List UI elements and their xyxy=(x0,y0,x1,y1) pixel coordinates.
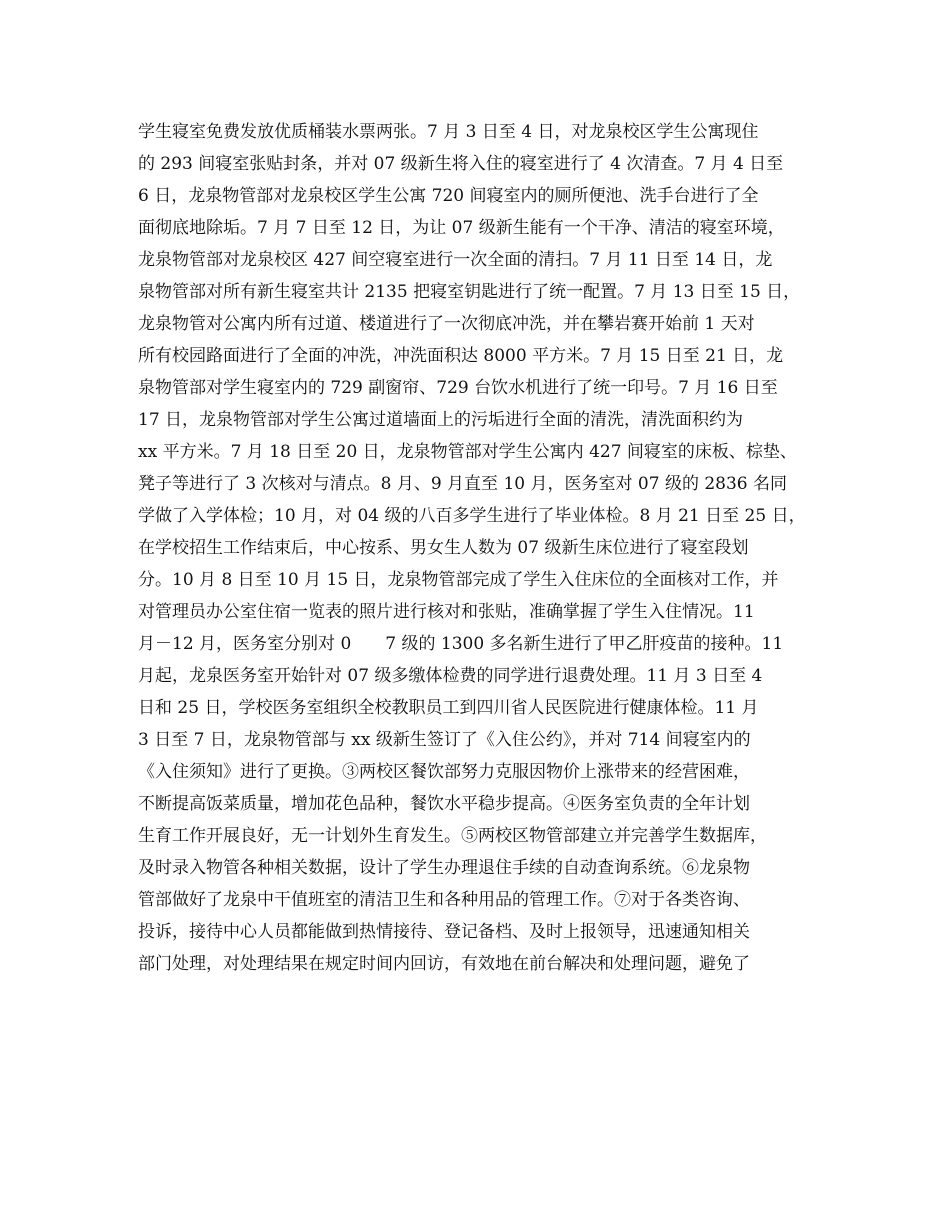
text-line: 泉物管部对学生寝室内的 729 副窗帘、729 台饮水机进行了统一印号。7 月 16 日至 xyxy=(138,378,778,398)
text-line: 《入住须知》进行了更换。③两校区餐饮部努力克服因物价上涨带来的经营困难， xyxy=(138,762,750,782)
text-line: 龙泉物管对公寓内所有过道、楼道进行了一次彻底冲洗，并在攀岩赛开始前 1 天对 xyxy=(138,314,755,334)
text-line: 月－12 月，医务室分别对 0 7 级的 1300 多名新生进行了甲乙肝疫苗的接种。11 xyxy=(138,634,784,654)
text-line: 管部做好了龙泉中干值班室的清洁卫生和各种用品的管理工作。⑦对于各类咨询、 xyxy=(138,890,750,910)
text-line: 所有校园路面进行了全面的冲洗，冲洗面积达 8000 平方米。7 月 15 日至 21 日，龙 xyxy=(138,346,784,366)
body-text xyxy=(138,116,838,980)
text-line: 龙泉物管部对龙泉校区 427 间空寝室进行一次全面的清扫。7 月 11 日至 14 日，龙 xyxy=(138,250,773,270)
text-line: 凳子等进行了 3 次核对与清点。8 月、9 月直至 10 月，医务室对 07 级的 2836 名同 xyxy=(138,474,788,494)
text-line: 学做了入学体检；10 月，对 04 级的八百多学生进行了毕业体检。8 月 21 日至 25 日， xyxy=(138,506,806,526)
text-line: xx 平方米。7 月 18 日至 20 日，龙泉物管部对学生公寓内 427 间寝室的床板、棕垫、 xyxy=(138,442,797,462)
text-line: 在学校招生工作结束后，中心按系、男女生人数为 07 级新生床位进行了寝室段划 xyxy=(138,538,749,558)
text-line: 泉物管部对所有新生寝室共计 2135 把寝室钥匙进行了统一配置。7 月 13 日至 15 日， xyxy=(138,282,801,302)
text-line: 面彻底地除垢。7 月 7 日至 12 日，为让 07 级新生能有一个干净、清洁的寝室环境， xyxy=(138,218,785,238)
text-line: 分。10 月 8 日至 10 月 15 日，龙泉物管部完成了学生入住床位的全面核对工作，并 xyxy=(138,570,779,590)
text-line: 的 293 间寝室张贴封条，并对 07 级新生将入住的寝室进行了 4 次清查。7 月 4 日至 xyxy=(138,154,784,174)
text-line: 投诉，接待中心人员都能做到热情接待、登记备档、及时上报领导，迅速通知相关 xyxy=(138,922,750,942)
text-line: 部门处理，对处理结果在规定时间内回访，有效地在前台解决和处理问题，避免了 xyxy=(138,954,750,974)
text-line: 对管理员办公室住宿一览表的照片进行核对和张贴，准确掌握了学生入住情况。11 xyxy=(138,602,755,622)
text-line: 6 日，龙泉物管部对龙泉校区学生公寓 720 间寝室内的厕所便池、洗手台进行了全 xyxy=(138,186,759,206)
text-line: 17 日，龙泉物管部对学生公寓过道墙面上的污垢进行全面的清洗，清洗面积约为 xyxy=(138,410,744,430)
text-line: 3 日至 7 日，龙泉物管部与 xx 级新生签订了《入住公约》，并对 714 间寝室内的 xyxy=(138,730,751,750)
text-line: 生育工作开展良好，无一计划外生育发生。⑤两校区物管部建立并完善学生数据库， xyxy=(138,826,767,846)
text-line: 不断提高饭菜质量，增加花色品种，餐饮水平稳步提高。④医务室负责的全年计划 xyxy=(138,794,750,814)
text-line: 及时录入物管各种相关数据，设计了学生办理退住手续的自动查询系统。⑥龙泉物 xyxy=(138,858,750,878)
text-line: 月起，龙泉医务室开始针对 07 级多缴体检费的同学进行退费处理。11 月 3 日至 4 xyxy=(138,666,763,686)
text-line: 学生寝室免费发放优质桶装水票两张。7 月 3 日至 4 日，对龙泉校区学生公寓现住 xyxy=(138,122,759,142)
text-line: 日和 25 日，学校医务室组织全校教职员工到四川省人民医院进行健康体检。11 月 xyxy=(138,698,759,718)
